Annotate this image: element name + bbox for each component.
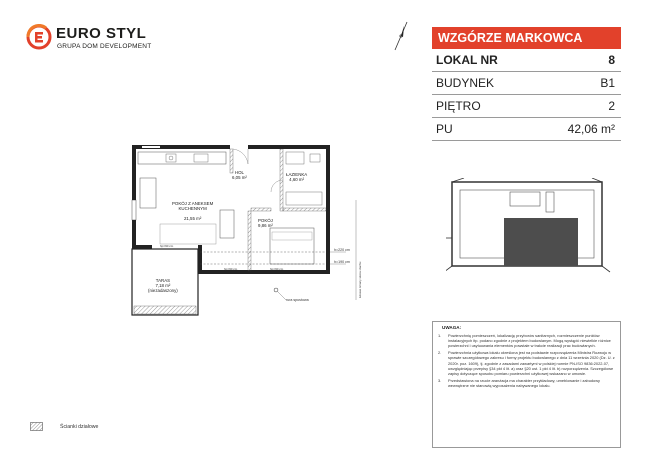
info-value: 42,06 m² xyxy=(567,122,615,136)
pipe-label: rura spustowa xyxy=(286,298,309,302)
info-row-pietro xyxy=(432,95,621,118)
room-lazienka xyxy=(286,172,307,182)
info-value: B1 xyxy=(600,76,615,90)
note-text: Przedstawiona na rzucie aranżacja ma charakter przykładowy, umeblowanie i zabudowy wewnętrzne nie stanowią wyposażenia nabywanego lokalu. xyxy=(448,377,600,389)
room-name: TARAS xyxy=(155,278,171,283)
info-row-pu xyxy=(432,118,621,141)
info-value: 8 xyxy=(608,53,615,67)
note-number: 2. xyxy=(438,350,442,356)
room-taras xyxy=(148,278,178,293)
investment-title: WZGÓRZE MARKOWCA xyxy=(432,27,621,49)
hatch-swatch-icon xyxy=(30,422,43,431)
info-row-lokal xyxy=(432,49,621,72)
legend-label: Ścianki działowe xyxy=(60,424,99,430)
notes-box xyxy=(432,321,621,448)
euro-styl-logo-icon xyxy=(26,24,52,50)
room-name: HOL xyxy=(234,170,244,175)
room-hol xyxy=(232,170,247,180)
brand-logo xyxy=(26,24,176,54)
info-label: BUDYNEK xyxy=(436,76,495,90)
note-item xyxy=(438,350,615,376)
room-area: 6,05 m² xyxy=(232,175,247,180)
height-label-220: h=220 cm xyxy=(334,248,350,252)
note-text: Powierzchnię pomieszczeń, lokalizację przyborów sanitarnych, rozmieszczenie punktów instalacyjnych itp. podano zgodnie z projektem budowlanym. Mogą wystąpić niewielkie różnice powierzchni i usytuowania elementów powstałe w trakcie realizacji prac budowlanych. xyxy=(448,333,611,349)
north-compass-icon xyxy=(390,20,412,52)
building-key-plan xyxy=(446,178,611,274)
note-number: 3. xyxy=(438,377,442,383)
room-note: (niezadaszony) xyxy=(148,288,178,293)
room-name: ŁAZIENKA xyxy=(286,172,308,177)
apartment-info-table xyxy=(432,27,621,141)
note-item xyxy=(438,333,615,349)
floor-plan-drawing xyxy=(120,140,360,320)
hp-label: hp=90 cm xyxy=(224,267,238,271)
hp-label: hp=90 cm xyxy=(160,244,174,248)
info-row-budynek xyxy=(432,72,621,95)
room-area: 7,18 m² xyxy=(155,283,171,288)
room-name: POKÓJ xyxy=(258,218,273,223)
room-area: 21,55 m² xyxy=(183,216,202,221)
room-name: POKÓJ Z ANEKSEM KUCHENNYM xyxy=(172,201,214,211)
info-value: 2 xyxy=(608,99,615,113)
roof-slope-label: łukowe ściany skosu dachu xyxy=(358,261,362,298)
room-pokoj xyxy=(258,218,273,228)
note-number: 1. xyxy=(438,333,442,338)
notes-title: UWAGA: xyxy=(442,325,462,330)
room-area: 9,86 m² xyxy=(258,223,273,228)
info-label: LOKAL NR xyxy=(436,53,498,67)
room-salon xyxy=(172,196,213,226)
hp-label: hp=90 cm xyxy=(270,267,284,271)
info-label: PU xyxy=(436,122,453,136)
note-text: Powierzchnia użytkowa lokalu określona jest na podstawie rozporządzenia Ministra Rozwoju w sprawie szczegółowego zakresu i formy projektu budowlanego z dnia 11 września 2020 (Dz. U. z 2020r. poz. 1609), tj. zgodnie z zasadami zawartymi w polskiej normie PN-ISO 9836:2022-07, uwzględniając przepisy §34 pkt 4 lit. a) oraz §20 ust. 1 pkt 4 lit. b) rozporządzenia. Szczegółowe zapisy dotyczące sposobu pomiaru powierzchni użytkowej wskazano w umowie. xyxy=(448,350,615,377)
info-label: PIĘTRO xyxy=(436,99,481,113)
room-area: 4,60 m² xyxy=(289,177,305,182)
brand-subtitle: GRUPA DOM DEVELOPMENT xyxy=(57,43,152,50)
floor-plan xyxy=(120,140,360,320)
brand-name: EURO STYL xyxy=(56,25,147,42)
note-item xyxy=(438,378,615,388)
height-label-190: h=190 cm xyxy=(334,260,350,264)
